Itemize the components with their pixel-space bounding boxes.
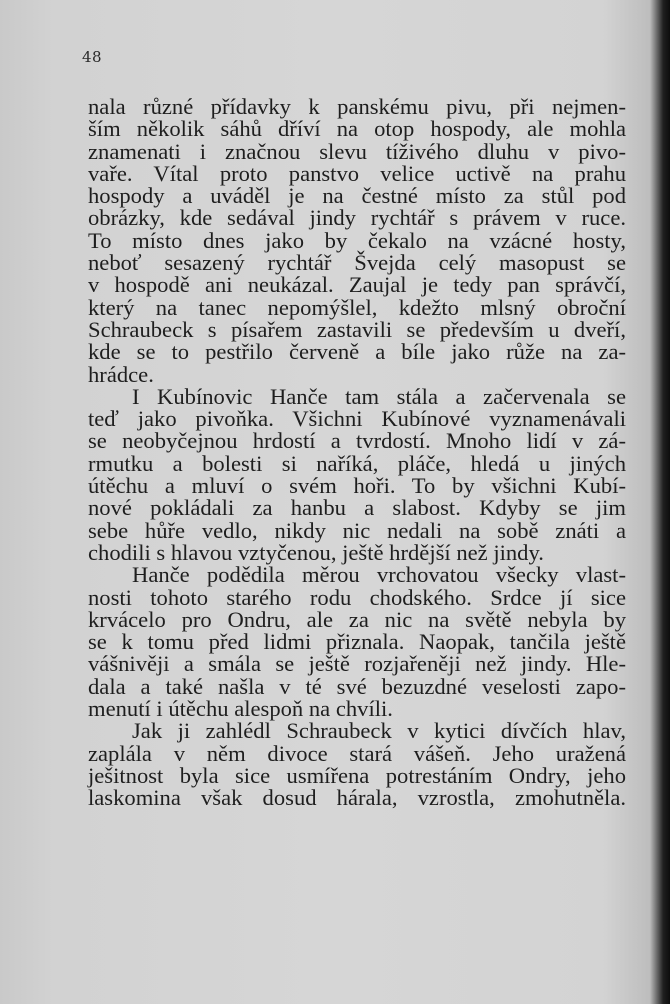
text-line: dala a také našla v té své bezuzdné veselosti zapo- [88, 673, 626, 699]
text-line: To místo dnes jako by čekalo na vzácné hosty, [88, 227, 626, 253]
text-line: v hospodě ani neukázal. Zaujal je tedy pan správčí, [88, 272, 626, 298]
text-line: krvácelo pro Ondru, ale za nic na světě nebyla by [88, 606, 626, 632]
text-line: I Kubínovic Hanče tam stála a začervenala se [132, 383, 626, 409]
text-line: teď jako pivoňka. Všichni Kubínové vyznamenávali [88, 406, 626, 432]
page-number: 48 [82, 48, 103, 66]
text-line: kde se to pestřilo červeně a bíle jako růže na za- [88, 339, 626, 365]
paragraph-4 [88, 720, 626, 809]
paragraph-2 [88, 383, 626, 565]
text-line: laskomina však dosud hárala, vzrostla, zmohutněla. [88, 785, 626, 811]
text-line: sebe hůře vedlo, nikdy nic nedali na sobě znáti a [88, 517, 626, 543]
text-line: který na tanec nepomýšlel, kdežto mlsný obroční [88, 294, 626, 320]
text-line: útěchu a mluví o svém hoři. To by všichni Kubí- [88, 473, 626, 499]
text-line: znamenati i značnou slevu tíživého dluhu v pivo- [88, 138, 626, 164]
text-line: nosti tohoto starého rodu chodského. Srdce jí sice [88, 584, 626, 610]
text-line: rmutku a bolesti si naříká, pláče, hledá u jiných [88, 450, 626, 476]
text-line: Schraubeck s písařem zastavili se především u dveří, [88, 316, 626, 342]
text-line: Jak ji zahlédl Schraubeck v kytici dívčích hlav, [132, 718, 626, 744]
text-line: se neobyčejnou hrdostí a tvrdostí. Mnoho lidí v zá- [88, 428, 626, 454]
text-line: nala různé přídavky k panskému pivu, při nejmen- [88, 94, 626, 119]
text-line: menutí i útěchu alespoň na chvíli. [88, 696, 393, 722]
text-line: ješitnost byla sice usmířena potrestáním Ondry, jeho [88, 762, 626, 788]
text-line: se k tomu před lidmi přiznala. Naopak, tančila ještě [88, 629, 626, 655]
text-line: vášnivěji a smála se ještě rozjařeněji než jindy. Hle- [88, 651, 626, 677]
paragraph-1 [88, 96, 626, 386]
text-line: neboť sesazený rychtář Švejda celý masopust se [88, 250, 626, 276]
text-line: vaře. Vítal proto panstvo velice uctivě na prahu [88, 160, 626, 186]
text-line: nové pokládali za hanbu a slabost. Kdyby se jim [88, 495, 626, 521]
text-line: ším několik sáhů dříví na otop hospody, ale mohla [88, 116, 626, 142]
text-line: chodili s hlavou vztyčenou, ještě hrdější než jindy. [88, 539, 544, 565]
text-line: Hanče podědila měrou vrchovatou všecky vlast- [132, 562, 626, 588]
text-line: hospody a uváděl je na čestné místo za stůl pod [88, 183, 626, 209]
text-line: obrázky, kde sedával jindy rychtář s právem v ruce. [88, 205, 626, 231]
paragraph-3 [88, 564, 626, 720]
text-line: hrádce. [88, 361, 154, 387]
text-line: zaplála v něm divoce stará vášeň. Jeho uražená [88, 740, 626, 766]
body-text [88, 96, 626, 810]
